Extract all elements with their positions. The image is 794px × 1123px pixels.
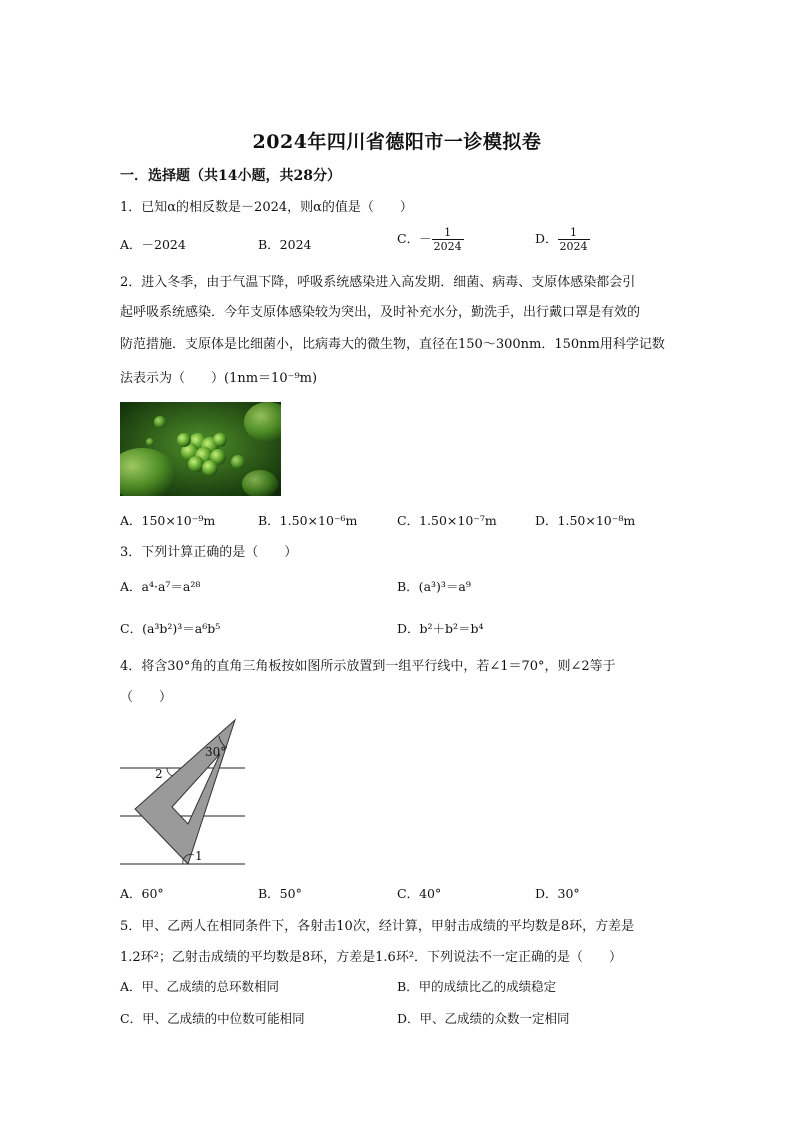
triangle-parallel-lines-figure — [115, 712, 250, 872]
q1-stem: 1．已知α的相反数是－2024，则α的值是（ ） — [120, 200, 413, 215]
q3-option-c: C．(a³b²)³＝a⁶b⁵ — [120, 621, 221, 636]
q5-option-d: D．甲、乙成绩的众数一定相同 — [397, 1011, 570, 1026]
q2-line-4: 法表示为（ ）(1nm＝10⁻⁹m) — [120, 371, 318, 386]
q3-option-d: D．b²＋b²＝b⁴ — [397, 621, 484, 636]
q4-option-c: C．40° — [397, 886, 442, 901]
angle-label-30: 30° — [205, 745, 227, 759]
q4-line-1: 4．将含30°角的直角三角板按如图所示放置到一组平行线中，若∠1＝70°，则∠2等于 — [120, 659, 616, 674]
q2-option-a: A．150×10⁻⁹m — [120, 513, 216, 528]
q4-option-d: D．30° — [535, 886, 580, 901]
section-heading: 一．选择题（共14小题，共28分） — [120, 168, 341, 184]
q1-option-a: A．－2024 — [120, 237, 186, 252]
q2-option-b: B．1.50×10⁻⁶m — [258, 513, 358, 528]
q2-option-d: D．1.50×10⁻⁸m — [535, 513, 636, 528]
q1-option-c — [397, 226, 464, 253]
q1-option-d — [535, 226, 590, 253]
fraction-numerator: 1 — [432, 226, 464, 240]
q2-line-3: 防范措施．支原体是比细菌小，比病毒大的微生物，直径在150～300nm．150nm用科学记数 — [120, 337, 665, 352]
q5-line-2: 1.2环²；乙射击成绩的平均数是8环，方差是1.6环²．下列说法不一定正确的是（ ） — [120, 950, 623, 965]
fraction — [432, 226, 464, 253]
q5-option-c: C．甲、乙成绩的中位数可能相同 — [120, 1011, 305, 1026]
fraction-numerator: 1 — [558, 226, 590, 240]
q3-option-b: B．(a³)³＝a⁹ — [397, 579, 471, 594]
q1-option-c-label: C．－ — [397, 231, 432, 246]
fraction-denominator: 2024 — [433, 240, 462, 253]
q2-line-1: 2．进入冬季，由于气温下降，呼吸系统感染进入高发期．细菌、病毒、支原体感染都会引 — [120, 275, 636, 290]
page-title: 2024年四川省德阳市一诊模拟卷 — [252, 131, 542, 153]
q1-option-b: B．2024 — [258, 237, 312, 252]
microorganism-image — [120, 402, 281, 496]
q2-line-2: 起呼吸系统感染．今年支原体感染较为突出，及时补充水分，勤洗手，出行戴口罩是有效的 — [120, 305, 641, 320]
q3-stem: 3．下列计算正确的是（ ） — [120, 545, 298, 560]
q5-line-1: 5．甲、乙两人在相同条件下，各射击10次，经计算，甲射击成绩的平均数是8环，方差是 — [120, 919, 635, 934]
q5-option-a: A．甲、乙成绩的总环数相同 — [120, 979, 280, 994]
q4-line-2: （ ） — [120, 690, 173, 705]
q1-option-d-label: D． — [535, 231, 558, 246]
q3-option-a: A．a⁴·a⁷＝a²⁸ — [120, 579, 201, 594]
fraction — [558, 226, 590, 253]
angle-label-1: 1 — [195, 849, 203, 863]
fraction-denominator: 2024 — [559, 240, 588, 253]
q4-option-a: A．60° — [120, 886, 164, 901]
q2-option-c: C．1.50×10⁻⁷m — [397, 513, 497, 528]
q5-option-b: B．甲的成绩比乙的成绩稳定 — [397, 979, 557, 994]
q4-option-b: B．50° — [258, 886, 302, 901]
angle-label-2: 2 — [155, 767, 163, 781]
